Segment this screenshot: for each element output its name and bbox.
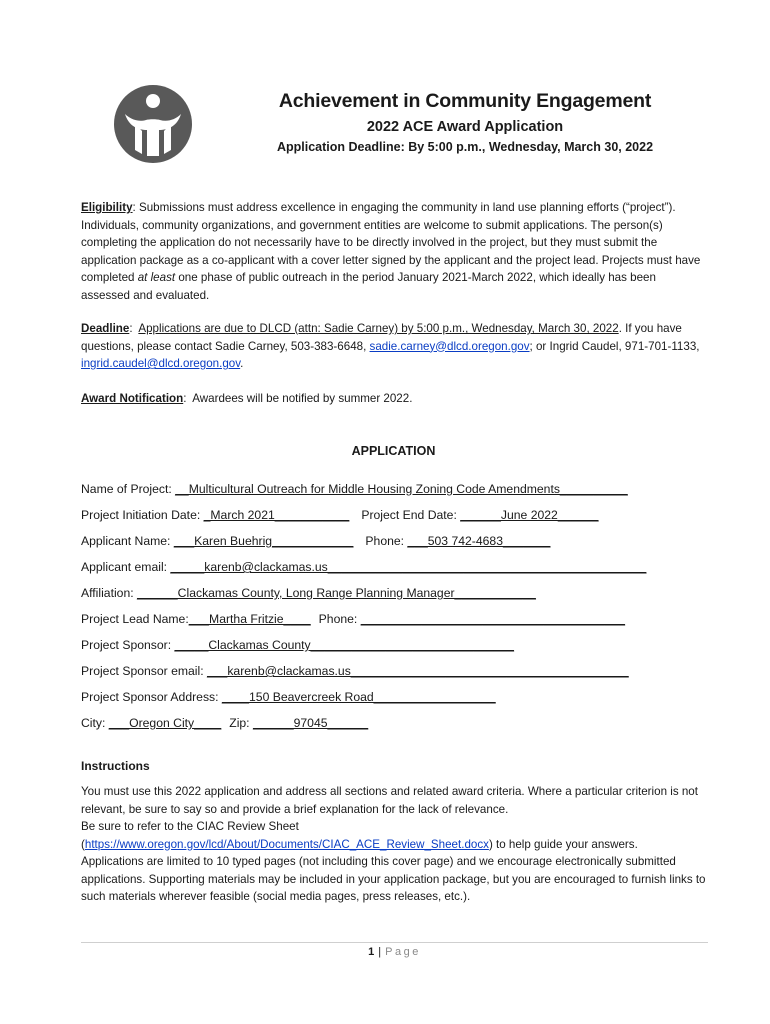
sponsor-email-label: Project Sponsor email: [81, 664, 207, 678]
application-heading: APPLICATION [351, 444, 436, 458]
zip-label: Zip: [229, 716, 253, 730]
instructions-line-2-post: ) to help guide your answers. [488, 837, 638, 851]
project-name-field [81, 482, 628, 496]
document-title: Achievement in Community Engagement [278, 90, 652, 112]
deadline-text: . If you have questions, please contact Sadie Carney, 503-383-6648, [81, 322, 682, 353]
deadline-text-end: . [240, 357, 244, 370]
sponsor-label: Project Sponsor: [81, 638, 175, 652]
instructions-line-2 [81, 818, 706, 853]
lead-phone-value[interactable]: _______________________________________ [360, 612, 626, 626]
footer-divider [81, 942, 708, 943]
deadline-paragraph [81, 320, 706, 373]
eligibility-emphasis: at least [137, 271, 176, 284]
phone-label: Phone: [365, 534, 408, 548]
review-sheet-link[interactable]: https://www.oregon.gov/lcd/About/Documents/CIAC_ACE_Review_Sheet.docx [84, 837, 489, 851]
sponsor-email-field [81, 664, 629, 678]
applicant-email-value[interactable]: _____karenb@clackamas.us_______________________________________________ [170, 560, 647, 574]
applicant-name-field [81, 534, 550, 548]
award-notification-label: Award Notification [81, 392, 184, 405]
applicant-name-label: Applicant Name: [81, 534, 174, 548]
page-word: Page [385, 946, 421, 958]
page-footer [81, 946, 708, 958]
instructions-heading: Instructions [81, 759, 150, 773]
sadie-email-link[interactable]: sadie.carney@dlcd.oregon.gov [369, 339, 530, 353]
city-value[interactable]: ___Oregon City____ [108, 716, 222, 730]
award-notification-text: : Awardees will be notified by summer 2022. [183, 392, 413, 405]
end-date-value[interactable]: ______June 2022______ [460, 508, 599, 522]
application-deadline: Application Deadline: By 5:00 p.m., Wednesday, March 30, 2022 [276, 140, 654, 154]
lead-name-label: Project Lead Name: [81, 612, 189, 626]
applicant-email-field [81, 560, 646, 574]
project-name-value[interactable]: __Multicultural Outreach for Middle Housing Zoning Code Amendments__________ [175, 482, 628, 496]
people-circle-logo-icon [113, 84, 193, 164]
instructions-line-2-pre: Be sure to refer to the CIAC Review Sheet ( [81, 820, 299, 851]
start-date-value[interactable]: _March 2021___________ [203, 508, 350, 522]
eligibility-label: Eligibility [81, 201, 133, 214]
eligibility-text: : Submissions must address excellence in engaging the community in land use planning efforts (“project”). Individuals, community organizations, and government entities are welcome to submit applications. The person(s) completing the application do not necessarily have to be directly involved in the project, but they must submit the application package as a co-applicant with a cover letter signed by the applicant and the project lead. Projects must have completed [81, 201, 701, 284]
affiliation-field [81, 586, 536, 600]
deadline-label: Deadline [81, 322, 130, 335]
end-date-label: Project End Date: [361, 508, 461, 522]
sponsor-email-value[interactable]: ___karenb@clackamas.us_________________________________________ [207, 664, 629, 678]
lead-phone-label: Phone: [318, 612, 361, 626]
affiliation-label: Affiliation: [81, 586, 138, 600]
award-notification-paragraph [81, 390, 706, 408]
project-sponsor-field [81, 638, 514, 652]
affiliation-value[interactable]: ______Clackamas County, Long Range Planning Manager____________ [137, 586, 536, 600]
deadline-text-2: ; or Ingrid Caudel, 971-701-1133, [529, 339, 700, 353]
sponsor-value[interactable]: _____Clackamas County______________________________ [174, 638, 514, 652]
instructions-line-3: Applications are limited to 10 typed pages (not including this cover page) and we encourage electronically submitted applications. Supporting materials may be included in your application package, but you are encouraged to furnish links to such materials wherever feasible (social media pages, press releases, etc.). [81, 855, 706, 903]
start-date-label: Project Initiation Date: [81, 508, 204, 522]
page-number: 1 [368, 946, 375, 958]
eligibility-text-end: one phase of public outreach in the period January 2021-March 2022, which ideally has been assessed and evaluated. [81, 271, 656, 302]
page-separator: | [378, 946, 382, 958]
project-dates-field [81, 508, 599, 522]
sponsor-address-field [81, 690, 496, 704]
project-lead-field [81, 612, 625, 626]
lead-name-value[interactable]: ___Martha Fritzie____ [188, 612, 311, 626]
applicant-email-label: Applicant email: [81, 560, 171, 574]
instructions-paragraph [81, 783, 706, 906]
deadline-colon: : [129, 322, 139, 335]
city-label: City: [81, 716, 109, 730]
zip-value[interactable]: ______97045______ [252, 716, 369, 730]
instructions-line-1: You must use this 2022 application and address all sections and related award criteria. Where a particular criterion is not relevant, be sure to say so and provide a brief explanation for the lack of relevance. [81, 785, 698, 816]
sponsor-address-label: Project Sponsor Address: [81, 690, 222, 704]
city-zip-field [81, 716, 368, 730]
eligibility-paragraph [81, 199, 706, 304]
deadline-underlined-text: Applications are due to DLCD (attn: Sadie Carney) by 5:00 p.m., Wednesday, March 30, 2022 [138, 322, 619, 335]
ingrid-email-link[interactable]: ingrid.caudel@dlcd.oregon.gov [81, 357, 241, 370]
phone-value[interactable]: ___503 742-4683_______ [407, 534, 551, 548]
project-name-label: Name of Project: [81, 482, 176, 496]
sponsor-address-value[interactable]: ____150 Beavercreek Road__________________ [221, 690, 496, 704]
document-subtitle: 2022 ACE Award Application [366, 119, 564, 135]
applicant-name-value[interactable]: ___Karen Buehrig____________ [173, 534, 354, 548]
